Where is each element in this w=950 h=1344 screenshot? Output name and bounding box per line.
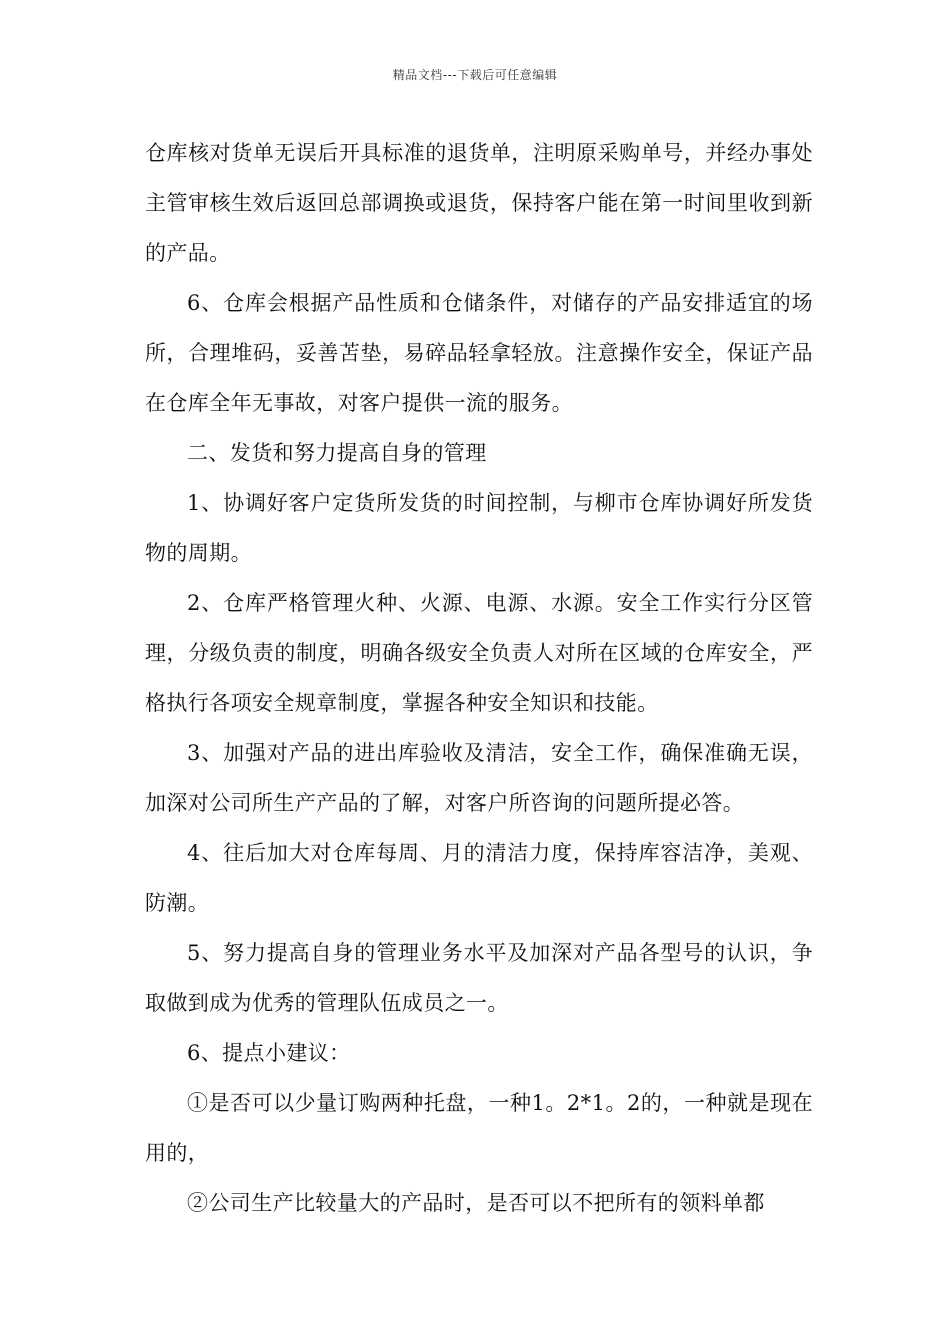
paragraph: 3、加强对产品的进出库验收及清洁，安全工作，确保准确无误，加深对公司所生产产品的了解，对客户所咨询的问题所提必答。 (145, 741, 813, 815)
paragraph: 仓库核对货单无误后开具标准的退货单，注明原采购单号，并经办事处主管审核生效后返回总部调换或退货，保持客户能在第一时间里收到新的产品。 (145, 141, 813, 265)
paragraph: 2、仓库严格管理火种、火源、电源、水源。安全工作实行分区管理，分级负责的制度，明确各级安全负责人对所在区域的仓库安全，严格执行各项安全规章制度，掌握各种安全知识和技能。 (145, 591, 813, 715)
paragraph: 6、提点小建议： (187, 1041, 351, 1065)
paragraph: ①是否可以少量订购两种托盘，一种1。2*1。2的，一种就是现在用的， (145, 1091, 813, 1165)
paragraph: 1、协调好客户定货所发货的时间控制，与柳市仓库协调好所发货物的周期。 (145, 491, 813, 565)
page-header: 精品文档---下载后可任意编辑 (392, 68, 558, 82)
paragraph: ②公司生产比较量大的产品时，是否可以不把所有的领料单都 (187, 1191, 765, 1215)
paragraph: 5、努力提高自身的管理业务水平及加深对产品各型号的认识，争取做到成为优秀的管理队伍成员之一。 (145, 941, 813, 1015)
document-body (145, 128, 813, 1228)
paragraph: 6、仓库会根据产品性质和仓储条件，对储存的产品安排适宜的场所，合理堆码，妥善苫垫，易碎品轻拿轻放。注意操作安全，保证产品在仓库全年无事故，对客户提供一流的服务。 (145, 291, 813, 415)
paragraph: 4、往后加大对仓库每周、月的清洁力度，保持库容洁净，美观、防潮。 (145, 841, 813, 915)
section-heading: 二、发货和努力提高自身的管理 (187, 441, 487, 465)
